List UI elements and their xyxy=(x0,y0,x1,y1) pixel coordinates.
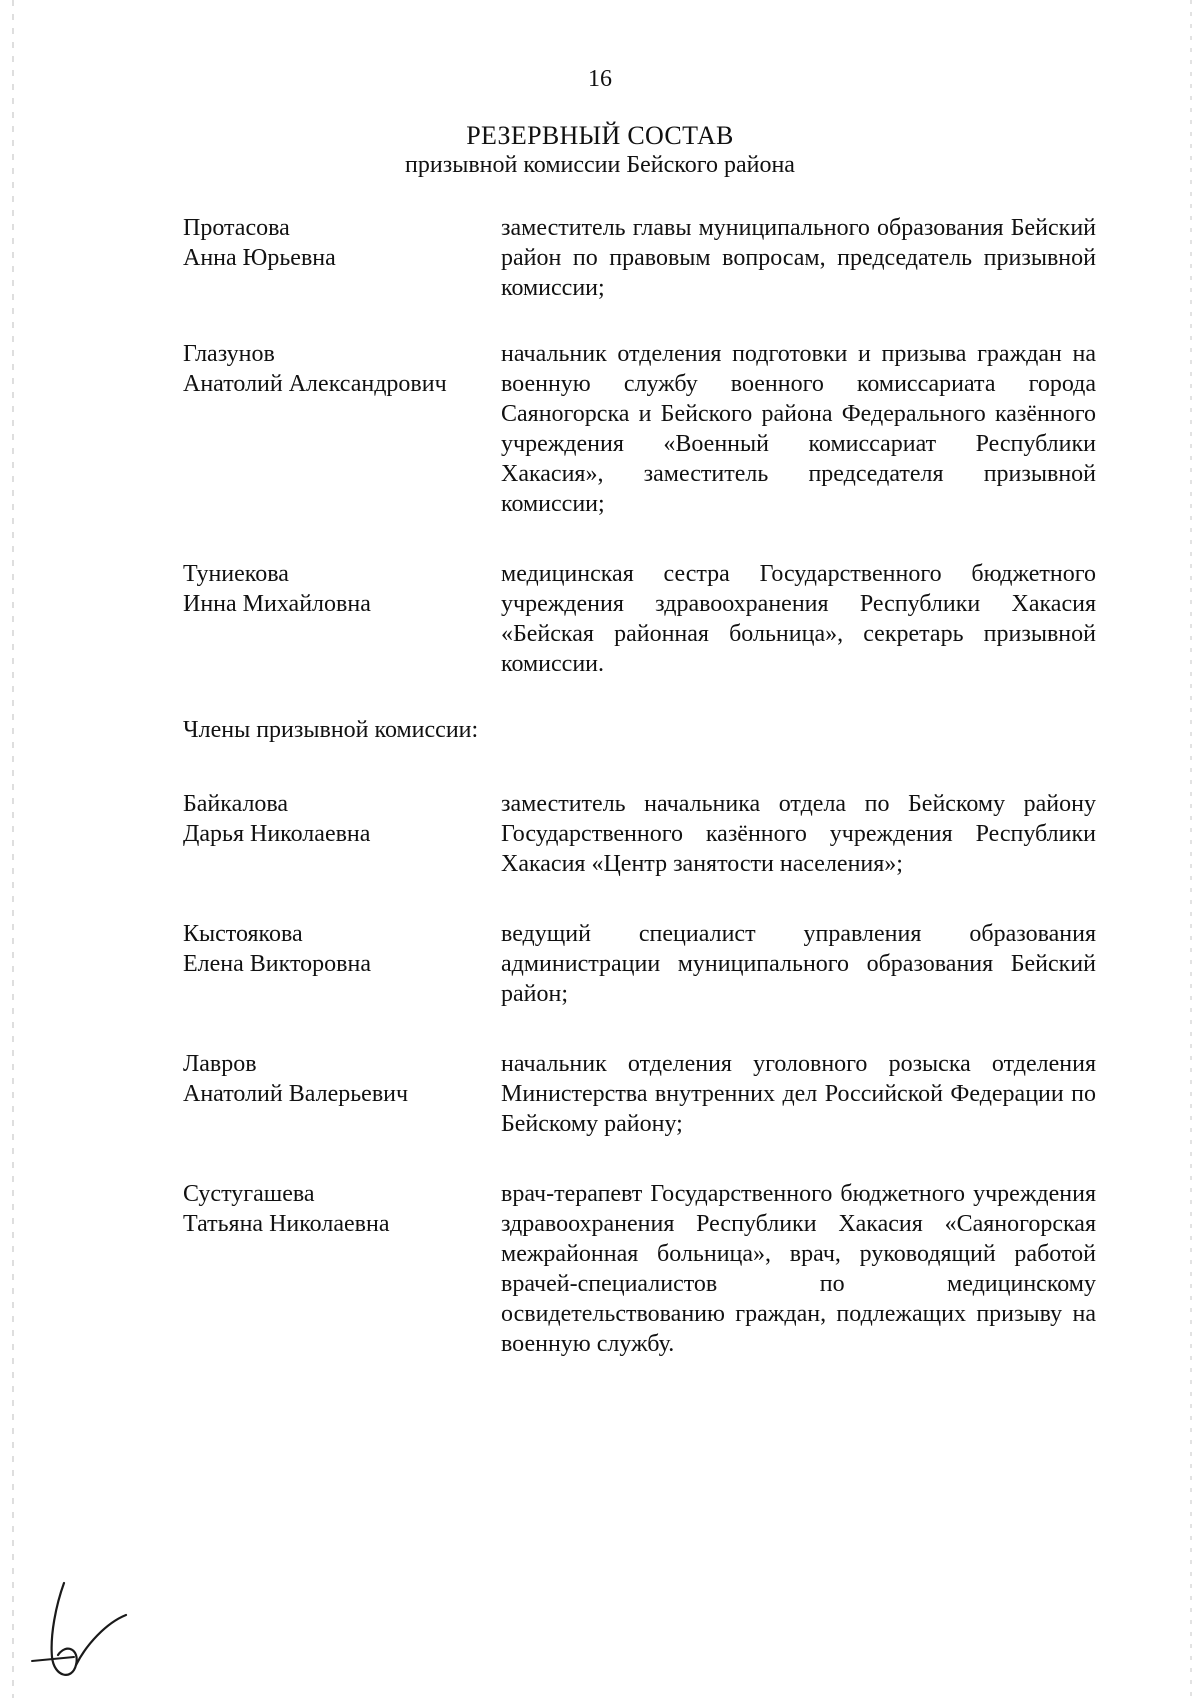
person-surname: Лавров xyxy=(183,1051,257,1077)
person-given-names: Анатолий Александрович xyxy=(183,371,447,397)
person-given-names: Дарья Николаевна xyxy=(183,821,371,847)
person-role: начальник отделения уголовного розыска отделения Министерства внутренних дел Российской Федерации по Бейскому району; xyxy=(501,1051,1096,1137)
person-surname: Глазунов xyxy=(183,341,275,367)
person-name xyxy=(183,919,501,1009)
commission-entry-chair xyxy=(183,213,1096,303)
person-name xyxy=(183,559,501,679)
person-role: ведущий специалист управления образования администрации муниципального образования Бейский район; xyxy=(501,921,1096,1007)
person-given-names: Анна Юрьевна xyxy=(183,245,336,271)
commission-member xyxy=(183,1179,1096,1359)
commission-list xyxy=(183,213,1096,1359)
person-given-names: Татьяна Николаевна xyxy=(183,1211,390,1237)
person-role: медицинская сестра Государственного бюджетного учреждения здравоохранения Республики Хакасия «Бейская районная больница», секретарь призывной комиссии. xyxy=(501,561,1096,677)
person-role: начальник отделения подготовки и призыва граждан на военную службу военного комиссариата города Саяногорска и Бейского района Федерального казённого учреждения «Военный комиссариат Республики Хакасия», заместитель председателя призывной комиссии; xyxy=(501,341,1096,517)
person-role: врач-терапевт Государственного бюджетного учреждения здравоохранения Республики Хакасия «Саяногорская межрайонная больница», врач, руководящий работой врачей-специалистов по медицинскому освидетельствованию граждан, подлежащих призыву на военную службу. xyxy=(501,1181,1096,1357)
commission-entry-deputy-chair xyxy=(183,339,1096,519)
person-name xyxy=(183,1179,501,1359)
person-surname: Байкалова xyxy=(183,791,289,817)
commission-member xyxy=(183,1049,1096,1139)
person-role: заместитель начальника отдела по Бейскому району Государственного казённого учреждения Республики Хакасия «Центр занятости населения»; xyxy=(501,791,1096,877)
scan-edge-left xyxy=(12,0,14,1698)
person-surname: Протасова xyxy=(183,215,290,241)
person-name xyxy=(183,339,501,519)
commission-entry-secretary xyxy=(183,559,1096,679)
person-surname: Кыстоякова xyxy=(183,921,303,947)
person-given-names: Елена Викторовна xyxy=(183,951,371,977)
person-surname: Туниекова xyxy=(183,561,289,587)
commission-member xyxy=(183,919,1096,1009)
person-given-names: Анатолий Валерьевич xyxy=(183,1081,409,1107)
handwritten-initial-mark xyxy=(26,1565,136,1685)
scan-edge-right xyxy=(1190,0,1192,1698)
person-role: заместитель главы муниципального образования Бейский район по правовым вопросам, председатель призывной комиссии; xyxy=(501,215,1096,301)
members-heading: Члены призывной комиссии: xyxy=(183,717,479,743)
person-given-names: Инна Михайловна xyxy=(183,591,371,617)
person-surname: Сустугашева xyxy=(183,1181,315,1207)
person-name xyxy=(183,1049,501,1139)
person-name xyxy=(183,789,501,879)
document-title: РЕЗЕРВНЫЙ СОСТАВ xyxy=(466,121,734,150)
page-number: 16 xyxy=(588,66,612,92)
document-subtitle: призывной комиссии Бейского района xyxy=(405,152,795,178)
commission-member xyxy=(183,789,1096,879)
person-name xyxy=(183,213,501,303)
